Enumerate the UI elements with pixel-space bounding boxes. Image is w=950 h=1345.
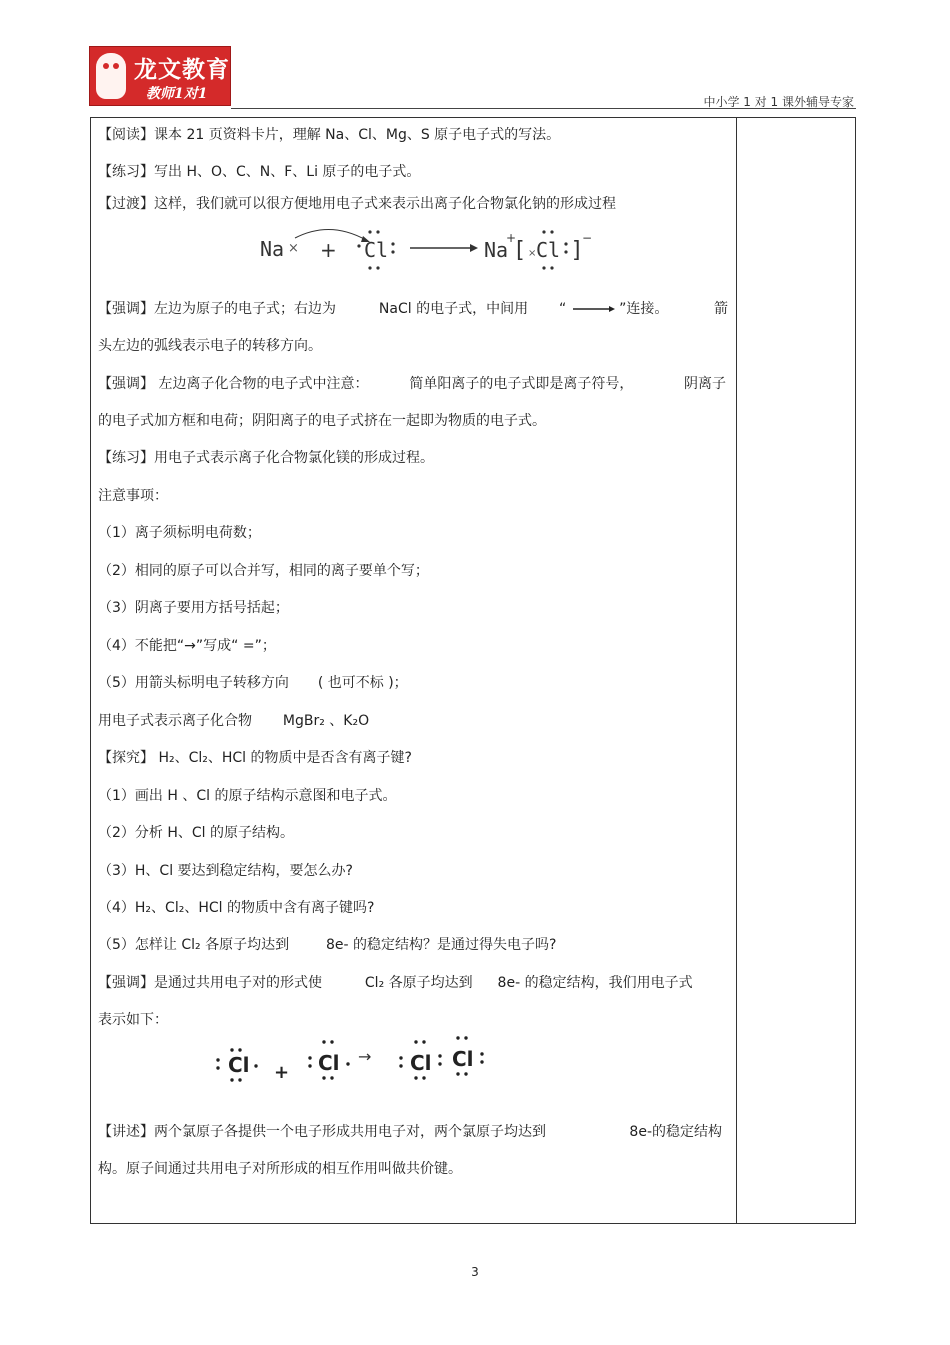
emphasis-1-quote-close: ”连接。	[619, 301, 669, 317]
logo-title: 龙文教育	[134, 56, 230, 83]
cl-atom-a: Cl	[228, 1053, 250, 1077]
plus-sign: +	[274, 1062, 290, 1083]
explore-line: 【探究】 H₂、Cl₂、HCl 的物质中是否含有离子键?	[98, 750, 412, 766]
cl-atom-d: Cl	[452, 1047, 474, 1071]
question-item: （2）分析 H、Cl 的原子结构。	[98, 825, 294, 841]
note-item: （1）离子须标明电荷数；	[98, 525, 261, 541]
question-5-part-a: （5）怎样让 Cl₂ 各原子均达到	[98, 937, 290, 953]
note-item: （3）阴离子要用方括号括起；	[98, 600, 289, 616]
page-number: 3	[471, 1265, 479, 1279]
cl-atom-label: Cl	[364, 238, 389, 262]
emphasis-1-part-e: 箭	[714, 301, 728, 317]
question-item: （4）H₂、Cl₂、HCl 的物质中含有离子键吗?	[98, 900, 375, 916]
nacl-formation-diagram	[260, 226, 600, 276]
emphasis-line-1	[98, 300, 730, 318]
reaction-arrow-head	[470, 244, 478, 252]
note-item: （4）不能把“→”写成“ =”；	[98, 638, 276, 654]
exercise-line	[98, 712, 369, 730]
note-item	[98, 674, 408, 692]
cl-atom-c: Cl	[410, 1051, 432, 1075]
emphasis-line-3	[98, 375, 730, 393]
practice-line-2: 【练习】用电子式表示离子化合物氯化镁的形成过程。	[98, 450, 434, 466]
question-item: （3）H、Cl 要达到稳定结构，要怎么办?	[98, 863, 353, 879]
lecture-part-a: 【讲述】两个氯原子各提供一个电子形成共用电子对，两个氯原子均达到	[98, 1124, 546, 1140]
emphasis-5-part-b: Cl₂ 各原子均达到	[364, 975, 473, 991]
cl-atom-b: Cl	[318, 1051, 340, 1075]
question-5-part-b: 8e- 的稳定结构？是通过得失电子吗?	[326, 937, 557, 953]
reaction-arrow: →	[358, 1047, 372, 1066]
question-item: （1）画出 H 、Cl 的原子结构示意图和电子式。	[98, 788, 397, 804]
emphasis-3-part-b: 简单阳离子的电子式即是离子符号，	[409, 376, 634, 392]
cl-ion-charge: −	[582, 231, 593, 245]
notes-heading: 注意事项：	[98, 488, 168, 504]
lecture-line-1	[98, 1123, 730, 1141]
emphasis-5-part-a: 【强调】是通过共用电子对的形式使	[98, 975, 322, 991]
emphasis-line-2: 头左边的弧线表示电子的转移方向。	[98, 338, 322, 354]
header-tagline: 中小学 1 对 1 课外辅导专家	[703, 95, 854, 109]
question-item	[98, 936, 556, 954]
cl-ion-label: Cl	[536, 238, 561, 262]
lecture-line-2: 构。原子间通过共用电子对所形成的相互作用叫做共价键。	[98, 1161, 462, 1177]
practice-line-1: 【练习】写出 H、O、C、N、F、Li 原子的电子式。	[98, 164, 421, 180]
transition-line: 【过渡】这样，我们就可以很方便地用电子式来表示出离子化合物氯化钠的形成过程	[98, 196, 616, 212]
emphasis-1-part-b: NaCl 的电子式，中间用	[378, 301, 529, 317]
header-rule	[231, 108, 856, 109]
emphasis-line-6: 表示如下：	[98, 1012, 168, 1028]
emphasis-3-part-c: 阴离子	[684, 376, 726, 392]
logo-subtitle: 教师1对1	[146, 86, 208, 102]
note-5-part-b: ( 也可不标 )；	[317, 675, 408, 691]
note-5-part-a: （5）用箭头标明电子转移方向	[98, 675, 289, 691]
bracket-open: [	[516, 238, 525, 263]
notes-column-divider	[736, 117, 737, 1224]
transferred-electron-mark: ×	[528, 248, 537, 259]
logo	[89, 46, 231, 106]
note-item: （2）相同的原子可以合并写，相同的离子要单个写；	[98, 563, 429, 579]
emphasis-line-5	[98, 974, 693, 992]
emphasis-line-4: 的电子式加方框和电荷；阴阳离子的电子式挤在一起即为物质的电子式。	[98, 413, 546, 429]
na-ion-charge: +	[506, 231, 517, 245]
exercise-part-a: 用电子式表示离子化合物	[98, 713, 252, 729]
long-arrow-icon	[571, 304, 615, 314]
na-atom-label: Na	[260, 237, 285, 261]
electron-x-mark: ×	[288, 241, 299, 256]
na-ion-label: Na	[484, 238, 509, 262]
emphasis-3-part-a: 【强调】 左边离子化合物的电子式中注意：	[98, 376, 369, 392]
emphasis-1-quote-open: “	[558, 301, 567, 317]
plus-sign: +	[320, 238, 337, 262]
lecture-part-b: 8e-的稳定结构	[629, 1124, 722, 1140]
logo-mascot-icon	[96, 53, 126, 99]
reading-line: 【阅读】课本 21 页资料卡片，理解 Na、Cl、Mg、S 原子电子式的写法。	[98, 127, 561, 143]
bracket-close: ]	[572, 238, 581, 263]
emphasis-5-part-c: 8e- 的稳定结构，我们用电子式	[497, 975, 693, 991]
exercise-part-b: MgBr₂ 、K₂O	[282, 713, 370, 729]
emphasis-1-part-a: 【强调】左边为原子的电子式；右边为	[98, 301, 336, 317]
cl2-formation-diagram	[210, 1036, 500, 1086]
